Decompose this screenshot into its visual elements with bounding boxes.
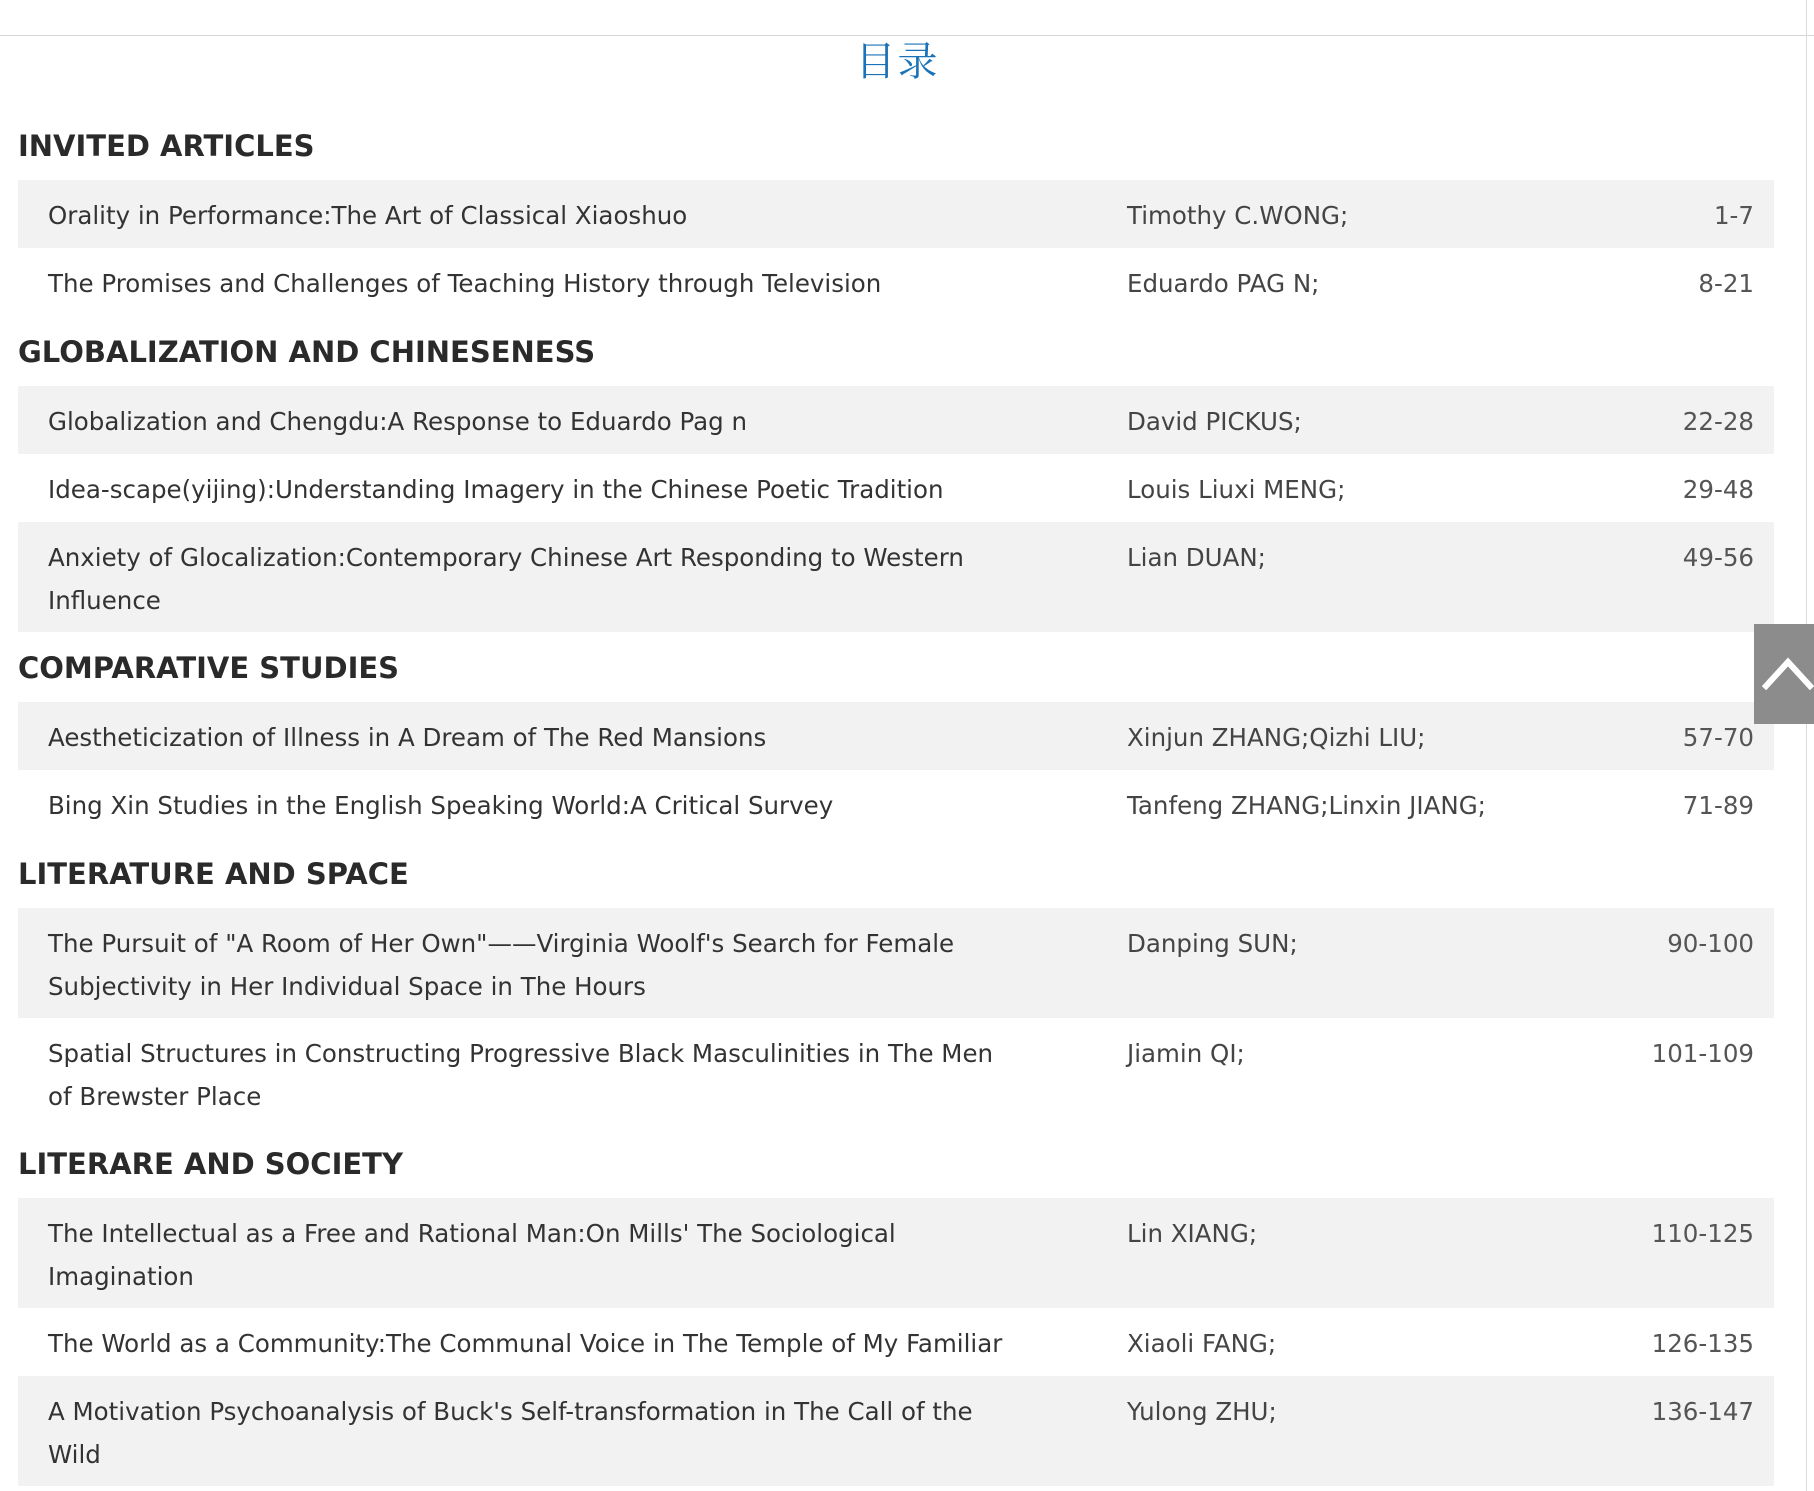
article-title-link[interactable]: Spatial Structures in Constructing Progressive Black Masculinities in The Men of Brewster Place	[48, 1039, 994, 1111]
section-heading: LITERATURE AND SPACE	[18, 857, 409, 891]
article-author: Lian DUAN;	[1127, 543, 1266, 572]
article-pages: 101-109	[1651, 1039, 1754, 1068]
chevron-up-icon	[1762, 648, 1814, 698]
page-title: 目录	[855, 39, 940, 85]
article-pages: 1-7	[1713, 201, 1754, 230]
article-row[interactable]	[18, 386, 1774, 454]
article-row[interactable]	[18, 1018, 1774, 1128]
article-title-link[interactable]: A Motivation Psychoanalysis of Buck's Self-transformation in The Call of the Wild	[48, 1397, 973, 1469]
toc-section	[18, 1128, 1774, 1486]
article-author: Timothy C.WONG;	[1127, 201, 1349, 230]
article-author: Louis Liuxi MENG;	[1127, 475, 1346, 504]
article-row[interactable]	[18, 1198, 1774, 1308]
article-pages: 110-125	[1651, 1219, 1754, 1248]
article-row[interactable]	[18, 1308, 1774, 1376]
article-row[interactable]	[18, 522, 1774, 632]
section-heading: INVITED ARTICLES	[18, 129, 315, 163]
article-pages: 71-89	[1682, 791, 1754, 820]
article-title-link[interactable]: The Pursuit of "A Room of Her Own"——Virginia Woolf's Search for Female Subjectivity in Her Individual Space in The Hours	[48, 929, 955, 1001]
article-title-link[interactable]: Aestheticization of Illness in A Dream of The Red Mansions	[48, 723, 767, 752]
article-author: Lin XIANG;	[1127, 1219, 1258, 1248]
article-title-link[interactable]: Globalization and Chengdu:A Response to Eduardo Pag n	[48, 407, 748, 436]
article-author: Tanfeng ZHANG;Linxin JIANG;	[1127, 791, 1486, 820]
section-heading: GLOBALIZATION AND CHINESENESS	[18, 335, 596, 369]
article-author: Eduardo PAG N;	[1127, 269, 1320, 298]
article-pages: 57-70	[1682, 723, 1754, 752]
article-pages: 136-147	[1651, 1397, 1754, 1426]
article-row[interactable]	[18, 1376, 1774, 1486]
toc-section	[18, 110, 1774, 316]
article-pages: 8-21	[1698, 269, 1754, 298]
article-row[interactable]	[18, 908, 1774, 1018]
article-pages: 126-135	[1651, 1329, 1754, 1358]
article-author: Danping SUN;	[1127, 929, 1298, 958]
article-pages: 29-48	[1682, 475, 1754, 504]
article-title-link[interactable]: The Intellectual as a Free and Rational Man:On Mills' The Sociological Imagination	[48, 1219, 896, 1291]
article-author: David PICKUS;	[1127, 407, 1302, 436]
article-author: Xinjun ZHANG;Qizhi LIU;	[1127, 723, 1426, 752]
section-heading: COMPARATIVE STUDIES	[18, 651, 400, 685]
article-row[interactable]	[18, 702, 1774, 770]
article-title-link[interactable]: The Promises and Challenges of Teaching History through Television	[48, 269, 882, 298]
article-pages: 90-100	[1667, 929, 1754, 958]
article-row[interactable]	[18, 248, 1774, 316]
article-title-link[interactable]: Idea-scape(yijing):Understanding Imagery in the Chinese Poetic Tradition	[48, 475, 944, 504]
article-title-link[interactable]: The World as a Community:The Communal Voice in The Temple of My Familiar	[48, 1329, 1003, 1358]
back-to-top-button[interactable]	[1754, 624, 1814, 724]
article-row[interactable]	[18, 454, 1774, 522]
table-of-contents	[18, 110, 1774, 1486]
toc-section	[18, 838, 1774, 1128]
toc-section	[18, 316, 1774, 632]
article-author: Xiaoli FANG;	[1127, 1329, 1277, 1358]
article-pages: 22-28	[1682, 407, 1754, 436]
article-title-link[interactable]: Orality in Performance:The Art of Classical Xiaoshuo	[48, 201, 688, 230]
section-heading: LITERARE AND SOCIETY	[18, 1147, 403, 1181]
article-title-link[interactable]: Anxiety of Glocalization:Contemporary Chinese Art Responding to Western Influence	[48, 543, 964, 615]
article-author: Jiamin QI;	[1127, 1039, 1245, 1068]
article-row[interactable]	[18, 770, 1774, 838]
scrollbar-track[interactable]	[1806, 0, 1807, 1491]
article-title-link[interactable]: Bing Xin Studies in the English Speaking World:A Critical Survey	[48, 791, 834, 820]
article-row[interactable]	[18, 180, 1774, 248]
article-author: Yulong ZHU;	[1127, 1397, 1277, 1426]
article-pages: 49-56	[1682, 543, 1754, 572]
toc-section	[18, 632, 1774, 838]
